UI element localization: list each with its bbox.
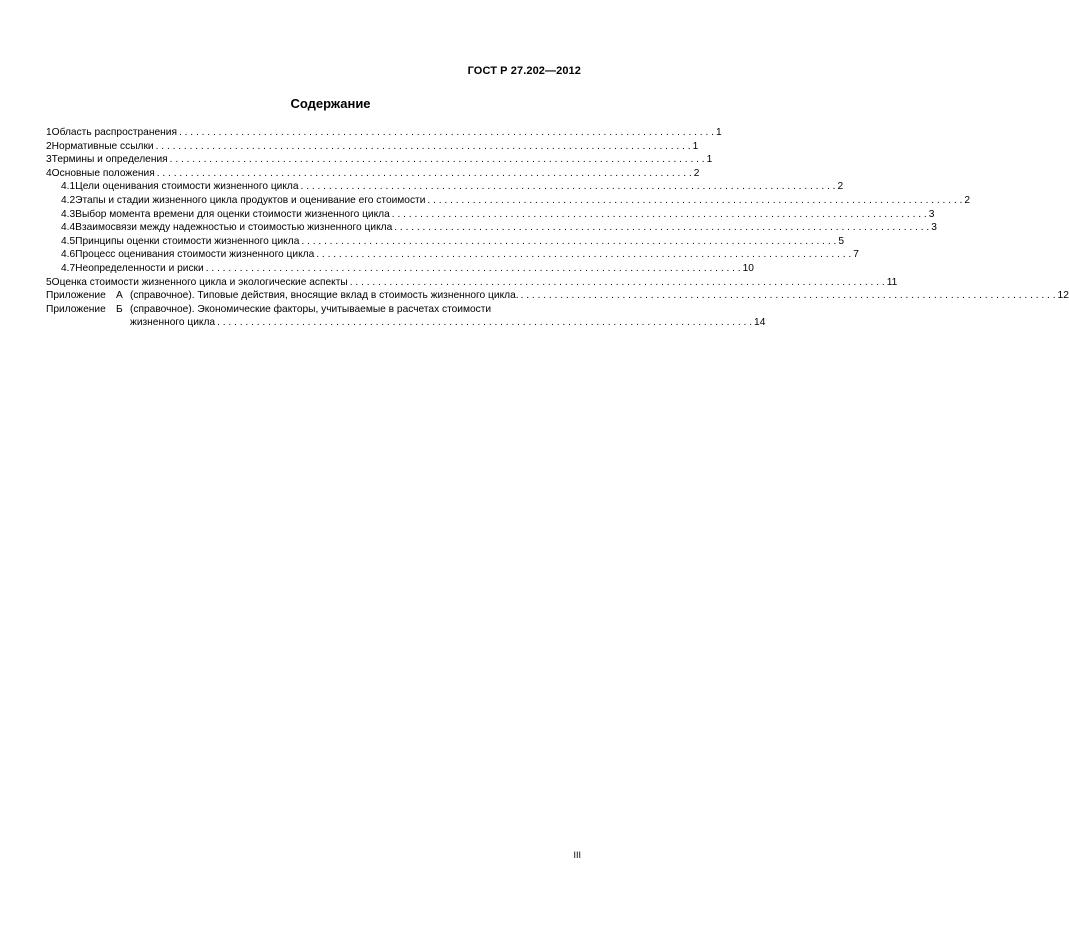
toc-entry-page: 2	[693, 167, 700, 179]
toc-entry-number: 4.1	[61, 181, 76, 193]
toc-appendix-a[interactable]	[46, 289, 1069, 303]
appendix-page: 14	[754, 317, 766, 329]
toc-entry-page: 2	[837, 181, 844, 193]
toc-entry[interactable]	[46, 208, 935, 222]
toc-entry-title: Этапы и стадии жизненного цикла продуктов и оценивание его стоимости	[75, 194, 426, 206]
appendix-letter: А	[116, 290, 123, 302]
dot-leader	[179, 126, 714, 140]
appendix-title-continued: жизненного цикла	[130, 317, 216, 329]
dot-leader	[170, 153, 705, 167]
toc-entry-page: 1	[692, 140, 699, 152]
dot-leader	[157, 167, 692, 181]
dot-leader	[301, 180, 836, 194]
toc-entry[interactable]	[46, 180, 844, 194]
toc-entry-number: 4.6	[61, 249, 76, 261]
table-of-contents	[46, 126, 1069, 330]
toc-entry[interactable]	[46, 140, 699, 154]
dot-leader	[521, 289, 1056, 303]
toc-entry-title: Оценка стоимости жизненного цикла и экологические аспекты	[51, 276, 348, 288]
toc-entry-title: Процесс оценивания стоимости жизненного цикла	[75, 249, 315, 261]
dot-leader	[392, 208, 927, 222]
document-code: ГОСТ Р 27.202—2012	[467, 65, 581, 77]
toc-entry[interactable]	[46, 194, 971, 208]
dot-leader	[301, 235, 836, 249]
toc-entry-page: 1	[715, 127, 722, 138]
toc-entry[interactable]	[46, 153, 713, 167]
appendix-title: (справочное). Экономические факторы, учитываемые в расчетах стоимости	[130, 303, 492, 315]
toc-entry-title: Цели оценивания стоимости жизненного цикла	[75, 181, 299, 193]
toc-entry-number: 4.2	[61, 194, 76, 206]
dot-leader	[350, 276, 885, 290]
dot-leader	[156, 140, 691, 154]
toc-entry-number: 4.5	[61, 235, 76, 247]
toc-entry-title: Термины и определения	[51, 154, 168, 166]
toc-entry[interactable]	[46, 221, 937, 235]
appendix-label: Приложение	[46, 303, 106, 315]
toc-entry[interactable]	[46, 248, 859, 262]
toc-entry[interactable]	[46, 276, 898, 290]
toc-entry-page: 2	[964, 194, 971, 206]
toc-entry-title: Область распространения	[51, 127, 177, 138]
toc-entry-title: Принципы оценки стоимости жизненного цикла	[75, 235, 300, 247]
toc-entry[interactable]	[46, 235, 844, 249]
dot-leader	[217, 316, 752, 330]
toc-title: Содержание	[290, 96, 371, 111]
toc-entry-page: 11	[886, 276, 898, 288]
toc-entry-page: 10	[742, 262, 754, 274]
toc-entry-page: 5	[838, 235, 844, 247]
toc-entry-page: 1	[706, 154, 713, 166]
appendix-page: 12	[1057, 290, 1069, 302]
toc-entry-number: 1	[46, 127, 52, 138]
toc-entry-number: 3	[46, 154, 52, 166]
appendix-title: (справочное). Типовые действия, вносящие вклад в стоимость жизненного цикла.	[130, 290, 519, 302]
page-number: III	[573, 850, 581, 860]
appendix-letter: Б	[116, 303, 123, 315]
toc-entry-title: Неопределенности и риски	[75, 262, 204, 274]
toc-entry-title: Основные положения	[51, 167, 155, 179]
toc-entry-page: 3	[931, 222, 937, 234]
toc-entry[interactable]	[46, 262, 754, 276]
toc-appendix-b[interactable]	[46, 303, 766, 330]
toc-entry-number: 4.7	[61, 262, 76, 274]
toc-entry-number: 5	[46, 276, 52, 288]
dot-leader	[206, 262, 741, 276]
toc-entry-number: 4	[46, 167, 52, 179]
toc-entry-page: 7	[853, 249, 859, 261]
toc-entry-number: 4.4	[61, 222, 76, 234]
toc-entry-number: 2	[46, 140, 52, 152]
toc-entry-title: Выбор момента времени для оценки стоимости жизненного цикла	[75, 208, 390, 220]
dot-leader	[394, 221, 929, 235]
dot-leader	[316, 248, 851, 262]
toc-entry-page: 3	[928, 208, 935, 220]
toc-entry-title: Взаимосвязи между надежностью и стоимостью жизненного цикла	[75, 222, 393, 234]
toc-entry[interactable]	[46, 126, 722, 140]
appendix-label: Приложение	[46, 290, 106, 302]
toc-entry-number: 4.3	[61, 208, 76, 220]
toc-entry-title: Нормативные ссылки	[51, 140, 154, 152]
dot-leader	[427, 194, 962, 208]
toc-entry[interactable]	[46, 167, 700, 181]
